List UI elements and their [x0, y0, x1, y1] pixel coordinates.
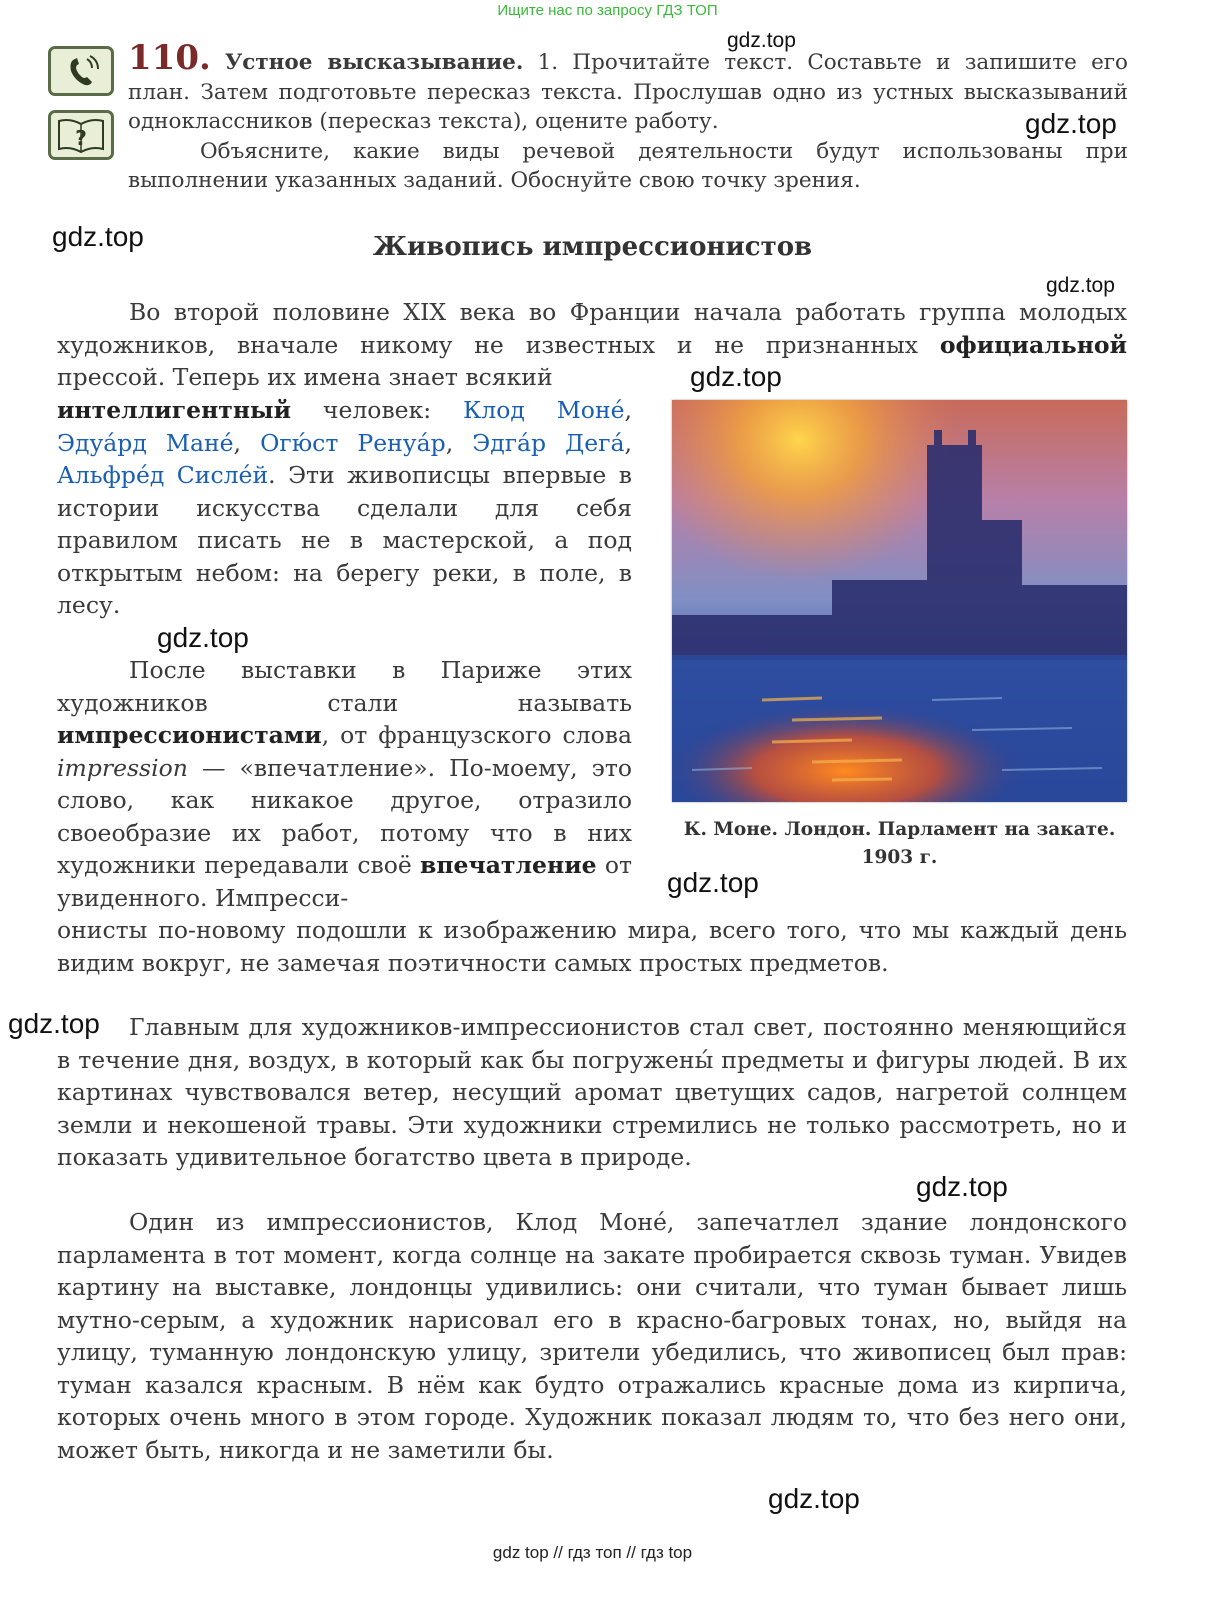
artist-manet[interactable]: Эдуа́рд Мане́	[57, 428, 234, 457]
watermark: gdz.top	[727, 29, 796, 52]
monet-parliament-painting	[672, 400, 1127, 802]
book-question-icon	[48, 110, 114, 160]
task-explain: Объясните, какие виды речевой деятельности будут использованы при выполнении указанных заданий. Обоснуйте свою точку зрения.	[128, 138, 1128, 193]
painting-caption	[672, 816, 1127, 872]
watermark: gdz.top	[1046, 274, 1115, 297]
watermark: gdz.top	[52, 221, 144, 252]
top-banner[interactable]: Ищите нас по запросу ГДЗ ТОП	[497, 2, 718, 19]
watermark: gdz.top	[667, 867, 759, 898]
svg-text:?: ?	[75, 126, 87, 150]
article-title: Живопись импрессионистов	[372, 232, 813, 262]
artist-renoir[interactable]: Огю́ст Ренуа́р	[260, 428, 446, 457]
paragraph-1-intro: Во второй половине XIX века во Франции начала работать группа молодых художников, вначале никому не известных и не признанных официальной прессой. Теперь их имена знает всякий	[57, 298, 1127, 391]
painting-caption-title: К. Моне. Лондон. Парламент на закате.	[683, 819, 1116, 840]
watermark: gdz.top	[157, 622, 249, 653]
paragraph-3: Главным для художников-импрессионистов стал свет, постоянно меняющийся в течение дня, воздух, в который как бы погружены́ предметы и фигуры людей. В их картинах чувствовался ветер, несущий аромат цветущих садов, нагретой солнцем земли и некошеной травы. Эти художники стремились не только рассмотреть, но и показать удивительное богатство цвета в природе.	[57, 1013, 1127, 1171]
watermark: gdz.top	[8, 1008, 100, 1039]
artist-degas[interactable]: Эдга́р Дега́	[472, 428, 625, 457]
watermark: gdz.top	[916, 1171, 1008, 1202]
paragraph-1-body: интеллигентный человек: Клод Моне́, Эдуа́рд Мане́, Огю́ст Ренуа́р, Эдга́р Дега́, Альфре́д Сисле́й. Эти живописцы впервые в истории искусства сделали для себя правилом писать не в мастерской, а под открытым небом: на берегу реки, в поле, в лесу.	[57, 396, 632, 619]
watermark: gdz.top	[768, 1483, 860, 1514]
painting-caption-year: 1903 г.	[861, 847, 938, 868]
watermark: gdz.top	[1025, 108, 1117, 139]
paragraph-4: Один из импрессионистов, Клод Моне́, запечатлел здание лондонского парламента в тот момент, когда солнце на закате пробирается сквозь туман. Увидев картину на выставке, лондонцы удивились: они считали, что туман бывает лишь мутно-серым, а художник нарисовал его в красно-багровых тонах, но, выйдя на улицу, туманную лондонскую улицу, зрители убедились, что живописец был прав: туман казался красным. В нём как будто отражались красные дома из кирпича, которых очень много в этом городе. Художник показал людям то, что без него они, может быть, никогда и не заметили бы.	[57, 1208, 1127, 1464]
task-number: 110.	[128, 38, 211, 78]
watermark: gdz.top	[690, 361, 782, 392]
task-instructions: 1. Прочитайте текст. Составьте и запишите его план. Затем подготовьте пересказ текста. Прослушав одно из устных высказываний одноклассников (пересказ текста), оцените работу.	[128, 50, 1129, 134]
artist-monet[interactable]: Клод Моне́	[463, 396, 625, 424]
phone-icon	[48, 46, 114, 96]
artist-sisley[interactable]: Альфре́д Сисле́й	[57, 461, 269, 489]
task-heading: Устное высказывание.	[224, 50, 524, 75]
term-intelligent: интеллигентный	[57, 396, 292, 424]
paragraph-2-end: онисты по-новому подошли к изображению мира, всего того, что мы каждый день видим вокруг, не замечая поэтичности самых простых предметов.	[57, 916, 1127, 977]
footer-links[interactable]: gdz top // гдз топ // гдз top	[492, 1543, 693, 1562]
paragraph-2-body: После выставки в Париже этих художников стали называть импрессионистами, от французского слова impression — «впечатление». По-моему, это слово, как никакое другое, отразило своеобразие их работ, потому что в них художники передавали своё впечатление от увиденного. Импресси-	[57, 656, 632, 912]
